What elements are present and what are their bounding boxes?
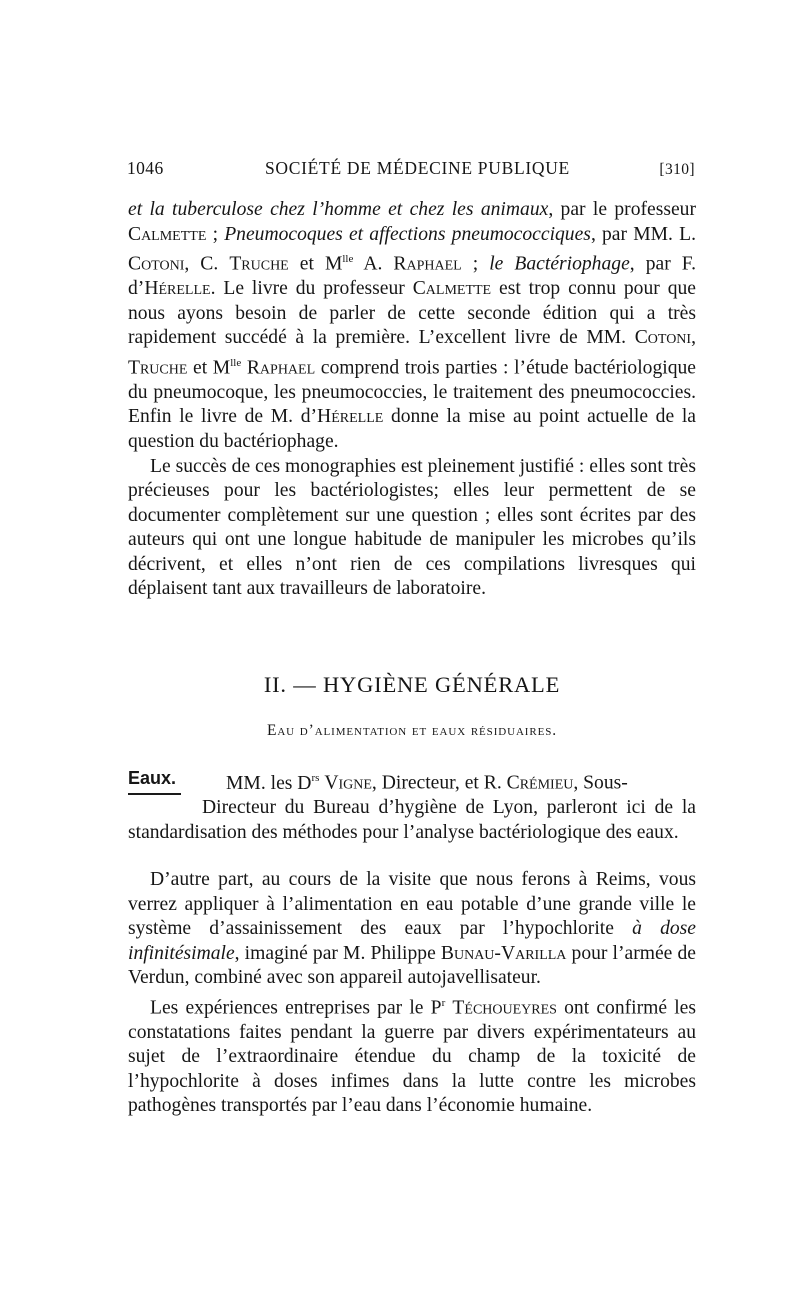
text-block-2	[128, 868, 696, 1119]
paragraph-experiments: Les expériences entreprises par le $P^r$ Téchoueyres ont confirmé les constatations faites pendant la guerre par divers expérimentateurs au sujet de l’extraordinaire étendue du champ de la toxicité de l’hypochlorite à doses infimes dans la lutte contre les microbes pathogènes transportés par l’eau dans l’économie humaine.	[128, 996, 696, 1117]
section-heading: II. — HYGIÈNE GÉNÉRALE	[263, 672, 561, 697]
running-header	[127, 158, 695, 184]
side-label-eaux: Eaux.	[128, 768, 177, 788]
paragraph-reims-visit: D’autre part, au cours de la visite que nous ferons à Reims, vous verrez appliquer à l’alimentation en eau potable d’une grande ville le système d’assainissement des eaux par l’hypochlorite à dose infinitésimale, imaginé par M. Philippe Bunau-Varilla pour l’armée de Verdun, combiné avec son appareil autojavellisateur.	[128, 869, 696, 989]
original-page-number: [310]	[659, 161, 695, 178]
label-underline	[128, 793, 181, 795]
paragraph-book-review: et la tuberculose chez l’homme et chez les animaux, par le professeur Calmette ; Pneumocoques et affections pneumococciques, par MM. L. Cotoni, C. Truche et $M^{lle}$ A. Raphael ; le Bactériophage, par F. d’Hérelle. Le livre du professeur Calmette est trop connu pour que nous ayons besoin de parler de cette seconde édition qui a très rapidement succédé à la première. L’excellent livre de MM. Cotoni, Truche et $M^{lle}$ Raphael comprend trois parties : l’étude bactériologique du pneumocoque, les pneumococcies, le traitement des pneumococcies. Enfin le livre de M. d’Hérelle donne la mise au point actuelle de la question du bactériophage.	[128, 199, 696, 452]
subsection-heading: Eau d’alimentation et eaux résiduaires.	[266, 722, 558, 739]
running-title: SOCIÉTÉ DE MÉDECINE PUBLIQUE	[265, 158, 570, 178]
page-number: 1046	[127, 158, 164, 178]
eaux-entry	[128, 766, 696, 845]
paragraph-eaux: MM. les $D^{rs}$ Vigne, Directeur, et R. Crémieu, Sous- Directeur du Bureau d’hygiène de Lyon, parleront ici de la standardisation des méthodes pour l’analyse bactériologique des eaux.	[128, 772, 696, 843]
paragraph-monographs: Le succès de ces monographies est pleinement justifié : elles sont très précieuses pour les bactériologistes; elles leur permettent de se documenter complètement sur une question ; elles sont écrites par des auteurs qui ont une longue habitude de manipuler les microbes qu’ils décrivent, et elles n’ont rien de ces compilations livresques qui déplaisent tant aux travailleurs de laboratoire.	[128, 455, 696, 600]
text-block-1	[128, 198, 696, 602]
